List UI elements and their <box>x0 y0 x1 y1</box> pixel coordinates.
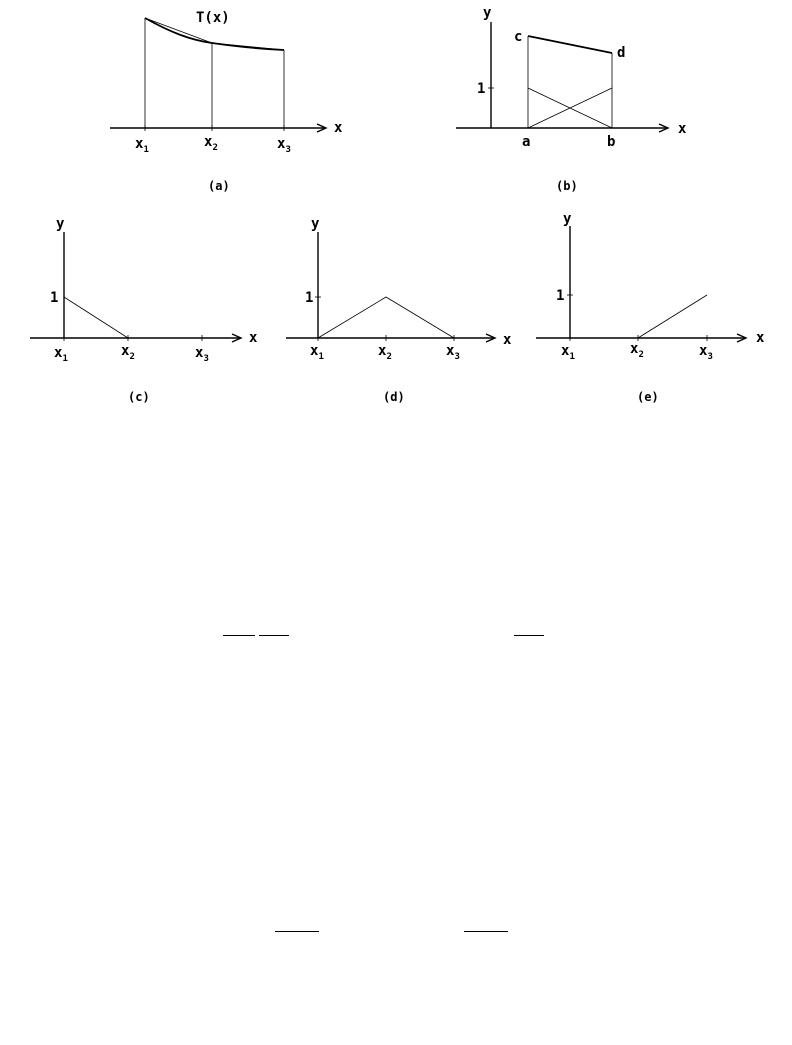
panel-d <box>286 216 512 404</box>
panel-e-y-tick-label: 1 <box>556 288 565 304</box>
panel-a-curve-label: T(x) <box>196 10 230 26</box>
panel-e-tick-label-x3: $x_3$ <box>699 343 713 362</box>
panel-c-caption: (c) <box>128 390 150 404</box>
panel-e-basis-line <box>638 295 707 338</box>
panel-c-tick-label-x2: $x_2$ <box>121 343 135 362</box>
fraction-bar <box>514 635 544 636</box>
panel-a-tick-label-x3: $x_3$ <box>277 136 291 155</box>
panel-a-caption: (a) <box>208 179 230 193</box>
panel-b-point-b: b <box>607 134 616 150</box>
fraction-bar <box>464 931 508 932</box>
panel-d-y-label: y <box>311 216 320 232</box>
panel-a-tick-label-x1: $x_1$ <box>135 136 149 155</box>
panel-c-y-label: y <box>56 216 65 232</box>
panel-b-x-label: x <box>678 121 687 137</box>
panel-c-y-tick-label: 1 <box>50 290 59 306</box>
panel-b <box>456 5 687 193</box>
panel-c-basis-line <box>64 297 128 338</box>
panel-c-tick-label-x3: $x_3$ <box>195 345 209 364</box>
panel-b-y-tick-label: 1 <box>477 81 486 97</box>
panel-b-point-c: c <box>514 29 523 45</box>
fraction-bar <box>259 635 289 636</box>
panel-a <box>110 10 343 193</box>
panel-d-tick-label-x3: $x_3$ <box>446 343 460 362</box>
fraction-bar <box>223 635 255 636</box>
panel-d-caption: (d) <box>383 390 405 404</box>
panel-b-y-label: y <box>483 5 492 21</box>
panel-e-caption: (e) <box>637 390 659 404</box>
panel-e-tick-label-x1: $x_1$ <box>561 343 575 362</box>
panel-a-x-label: x <box>334 120 343 136</box>
panel-a-tick-label-x2: $x_2$ <box>204 134 218 153</box>
panel-a-chord-2 <box>212 43 284 50</box>
panel-b-caption: (b) <box>556 179 578 193</box>
panel-e-y-label: y <box>563 211 572 227</box>
panel-d-basis-hat <box>318 297 454 338</box>
panel-d-tick-label-x2: $x_2$ <box>378 343 392 362</box>
panel-e <box>536 211 765 404</box>
panel-d-tick-label-x1: $x_1$ <box>310 343 324 362</box>
panel-e-tick-label-x2: $x_2$ <box>630 341 644 360</box>
panel-c-x-label: x <box>249 330 258 346</box>
panel-b-point-d: d <box>617 45 626 61</box>
panel-b-point-a: a <box>522 134 531 150</box>
panel-c <box>30 216 258 404</box>
panel-d-x-label: x <box>503 332 512 348</box>
fraction-bar <box>275 931 319 932</box>
panel-d-y-tick-label: 1 <box>305 290 314 306</box>
panel-b-segment-cd <box>528 36 612 53</box>
panel-e-x-label: x <box>756 330 765 346</box>
panel-c-tick-label-x1: $x_1$ <box>54 345 68 364</box>
